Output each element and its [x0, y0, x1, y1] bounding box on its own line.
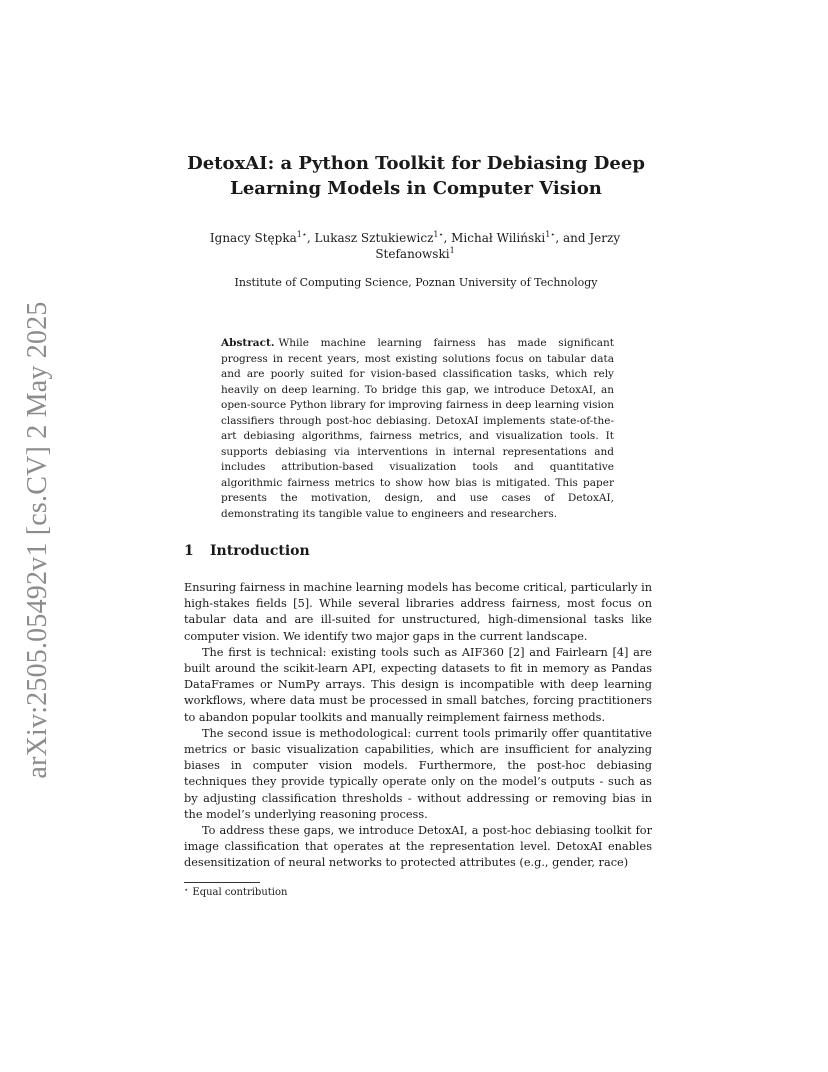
author-name: Jerzy Stefanowski	[375, 231, 621, 261]
author-separator: ,	[443, 231, 452, 245]
author	[451, 231, 589, 245]
paragraph: Ensuring fairness in machine learning models has become critical, particularly in high-stakes fields [5]. While several libraries address fairness, most focus on tabular data and are ill-suited for unstructured, high-dimensional tasks like computer vision. We identify two major gaps in the current landscape.	[184, 581, 652, 643]
abstract-text: While machine learning fairness has made significant progress in recent years, most existing solutions focus on tabular data and are poorly suited for vision-based classification tasks, which rely heavily on deep learning. To bridge this gap, we introduce DetoxAI, an open-source Python library for improving fairness in deep learning vision classifiers through post-hoc debiasing. DetoxAI implements state-of-the-art debiasing algorithms, fairness metrics, and visualization tools. It supports debiasing via interventions in internal representations and includes attribution-based visualization tools and quantitative algorithmic fairness metrics to show how bias is mitigated. This paper presents the motivation, design, and use cases of DetoxAI, demonstrating its tangible value to engineers and researchers.	[221, 337, 614, 520]
author-name: Lukasz Sztukiewicz	[314, 231, 434, 245]
section-title: Introduction	[210, 543, 310, 559]
arxiv-stamp-text: arXiv:2505.05492v1 [cs.CV] 2 May 2025	[22, 301, 53, 779]
author-mark: 1	[449, 246, 455, 255]
footnote-rule	[184, 882, 260, 883]
author-mark: 1⋆	[433, 230, 444, 239]
author	[210, 231, 315, 245]
paragraph: The first is technical: existing tools such as AIF360 [2] and Fairlearn [4] are built around the scikit-learn API, expecting datasets to fit in memory as Pandas DataFrames or NumPy arrays. This design is incompatible with deep learning workflows, where data must be processed in small batches, forcing practitioners to abandon popular toolkits and manually reimplement fairness methods.	[184, 645, 652, 724]
footnote	[184, 886, 287, 898]
author-name: Ignacy Stępka	[209, 231, 297, 245]
author	[315, 231, 452, 245]
paragraph: The second issue is methodological: current tools primarily offer quantitative metrics or basic visualization capabilities, which are insufficient for analyzing biases in computer vision models. Furthermore, the post-hoc debiasing techniques they provide typically operate only on the model’s outputs - such as by adjusting classification thresholds - without addressing or removing bias in the model’s underlying reasoning process.	[184, 726, 652, 821]
abstract	[221, 336, 614, 522]
abstract-label: Abstract.	[221, 337, 275, 349]
author-name: Michał Wiliński	[451, 231, 546, 245]
section-number: 1	[184, 543, 194, 559]
body-text	[184, 580, 652, 872]
author-separator: ,	[306, 231, 315, 245]
author-mark: 1⋆	[296, 230, 307, 239]
footnote-text: Equal contribution	[192, 887, 288, 898]
author-mark: 1⋆	[545, 230, 556, 239]
author-separator: , and	[555, 231, 590, 245]
section-heading	[184, 543, 310, 559]
author-list	[180, 230, 650, 262]
affiliation: Institute of Computing Science, Poznan University of Technology	[234, 276, 598, 289]
footnote-mark: ⋆	[184, 886, 189, 894]
paragraph: To address these gaps, we introduce DetoxAI, a post-hoc debiasing toolkit for image classification that operates at the representation level. DetoxAI enables desensitization of neural networks to protected attributes (e.g., gender, race)	[184, 824, 652, 870]
paper-title: DetoxAI: a Python Toolkit for Debiasing Deep Learning Models in Computer Vision	[187, 153, 645, 199]
